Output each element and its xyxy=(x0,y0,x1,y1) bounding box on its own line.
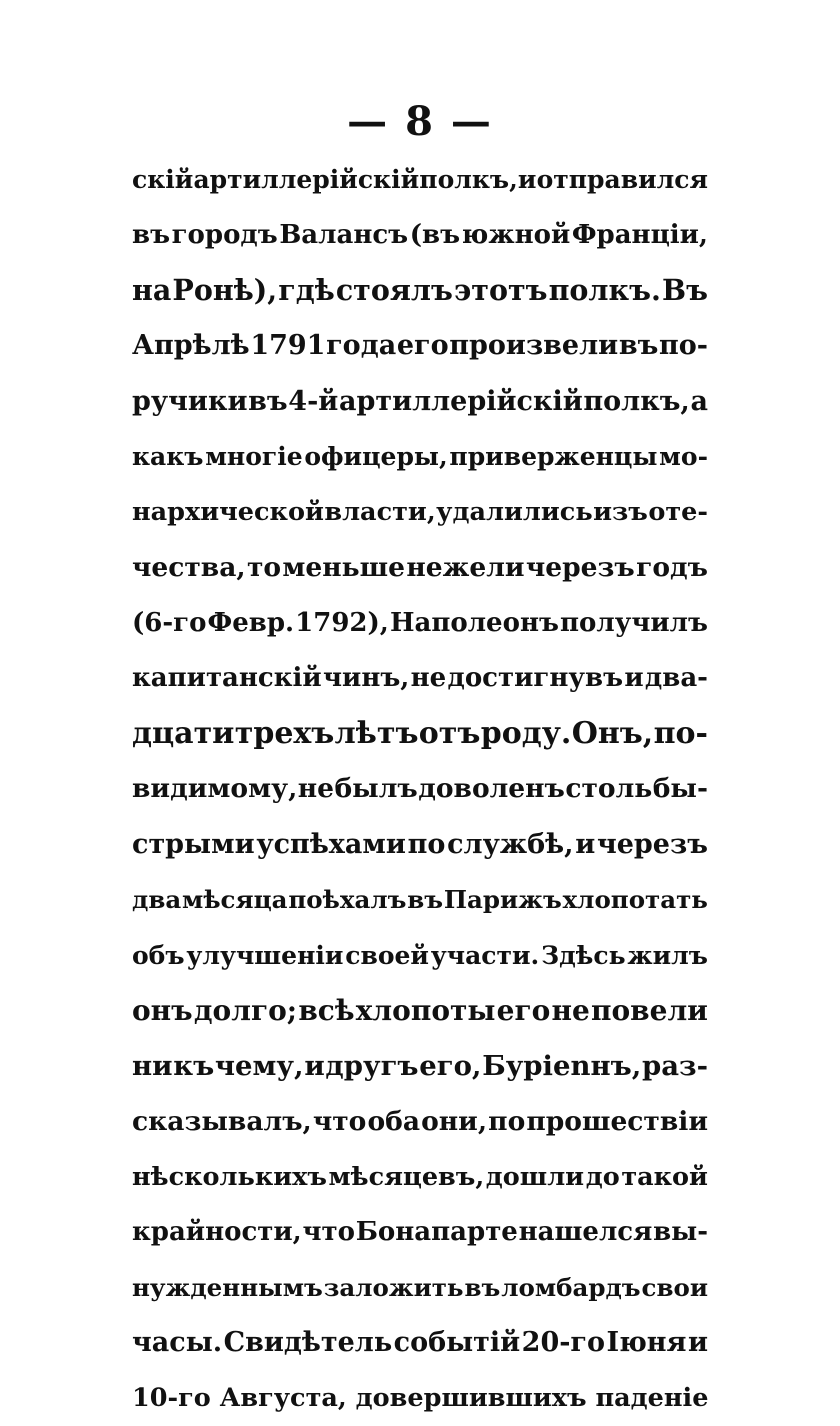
text-word: своей xyxy=(345,940,429,970)
text-word: доволенъ xyxy=(418,773,565,805)
text-word: прошествіи xyxy=(526,1105,708,1137)
text-word: оте- xyxy=(648,497,708,528)
text-word: Онъ, xyxy=(571,716,654,752)
text-word: повели xyxy=(591,994,708,1028)
text-word: по- xyxy=(659,330,708,362)
text-word: Апрѣлѣ xyxy=(132,330,250,362)
text-word: довершившихъ xyxy=(355,1383,587,1414)
text-word: раз- xyxy=(641,1049,708,1082)
text-word: часы. xyxy=(132,1327,223,1359)
text-word: въ xyxy=(248,385,288,417)
text-word: полкъ. xyxy=(548,273,661,308)
text-word: по xyxy=(407,828,446,860)
text-word: по xyxy=(488,1105,526,1137)
text-word: не xyxy=(410,663,447,694)
text-word: жилъ xyxy=(627,940,708,970)
text-line xyxy=(132,152,708,207)
text-word: Наполеонъ xyxy=(389,607,559,638)
text-word: и xyxy=(304,1049,325,1082)
text-word: Здѣсь xyxy=(541,940,626,970)
text-line xyxy=(132,263,708,318)
text-word: не xyxy=(297,773,335,805)
text-word: капитанскій xyxy=(132,663,322,694)
text-word: 20-го xyxy=(521,1327,605,1359)
text-word: а xyxy=(690,385,708,417)
text-word: Свидѣтель xyxy=(223,1327,393,1359)
text-word: мо- xyxy=(659,442,708,472)
text-word: полкъ, xyxy=(583,385,690,417)
body-text xyxy=(132,152,708,1426)
text-word: его, xyxy=(419,1049,482,1082)
text-word: сказывалъ, xyxy=(132,1105,312,1137)
text-line xyxy=(132,872,708,927)
text-word: 1792), xyxy=(295,607,389,638)
text-word: крайности, xyxy=(132,1217,302,1248)
text-word: бы- xyxy=(652,773,708,805)
text-word: столь xyxy=(565,773,653,805)
text-word: нежели xyxy=(406,551,525,583)
text-word: ручики xyxy=(132,385,248,417)
text-word: трехъ xyxy=(234,716,335,752)
text-line xyxy=(132,817,708,872)
text-word: всѣ xyxy=(298,994,355,1028)
text-word: чинъ, xyxy=(323,663,410,694)
text-word: нархической xyxy=(132,497,324,528)
text-word: что xyxy=(312,1105,367,1137)
text-word: городъ xyxy=(171,220,278,251)
text-word: видимому, xyxy=(132,773,298,805)
text-line xyxy=(132,706,708,761)
text-word: года xyxy=(326,330,397,362)
text-word: отъ xyxy=(418,716,481,752)
text-word: скій xyxy=(132,165,194,195)
text-line xyxy=(132,595,708,650)
text-line xyxy=(132,540,708,595)
text-word: Франціи, xyxy=(571,220,708,251)
text-word: въ xyxy=(132,220,171,251)
text-word: (въ xyxy=(409,220,461,251)
text-line xyxy=(132,761,708,816)
text-word: офицеры, xyxy=(304,442,448,472)
text-line xyxy=(132,318,708,373)
text-word: такой xyxy=(621,1161,708,1192)
text-word: Бурienнъ, xyxy=(482,1049,642,1082)
text-word: его xyxy=(396,330,449,362)
text-line xyxy=(132,1260,708,1315)
text-word: изъ xyxy=(593,497,648,528)
text-word: оба xyxy=(367,1105,420,1137)
text-word: (6-го xyxy=(132,607,207,638)
text-word: меньше xyxy=(282,551,405,583)
text-word: мѣсяцевъ, xyxy=(328,1161,485,1192)
text-word: его xyxy=(496,994,551,1028)
text-word: лѣтъ xyxy=(334,716,419,752)
text-word: этотъ xyxy=(453,273,548,308)
text-word: удалились xyxy=(436,497,593,528)
text-word: получилъ xyxy=(560,607,708,638)
text-word: поѣхалъ xyxy=(288,885,407,915)
text-word: Февр. xyxy=(207,607,295,638)
text-word: Бонапарте xyxy=(355,1217,518,1248)
text-word: приверженцы xyxy=(449,442,658,472)
text-word: участи. xyxy=(430,940,540,970)
text-word: артиллерійскій xyxy=(193,165,420,195)
text-word: достигнувъ xyxy=(447,663,624,694)
text-word: черезъ xyxy=(596,828,708,860)
text-word: въ xyxy=(407,885,444,915)
text-line xyxy=(132,1315,708,1370)
text-word: дцати xyxy=(132,716,235,752)
text-word: стоялъ xyxy=(335,273,453,308)
text-word: паденіе xyxy=(595,1383,708,1414)
text-word: и xyxy=(575,828,596,860)
text-word: черезъ xyxy=(525,551,635,583)
text-word: улучшеніи xyxy=(186,940,344,970)
text-word: чества, xyxy=(132,551,246,583)
text-word: событій xyxy=(393,1327,521,1359)
text-word: въ xyxy=(464,1273,501,1302)
text-word: по- xyxy=(653,716,708,752)
text-word: нашелся xyxy=(518,1217,653,1248)
text-word: и xyxy=(624,663,644,694)
text-word: произвели xyxy=(449,330,619,362)
text-line xyxy=(132,374,708,429)
text-word: артиллерійскій xyxy=(338,385,583,417)
text-word: нѣсколькихъ xyxy=(132,1161,327,1192)
text-word: ломбардъ xyxy=(501,1273,641,1302)
text-word: два- xyxy=(644,663,708,694)
text-word: полкъ, xyxy=(419,165,518,195)
text-line xyxy=(132,651,708,706)
text-word: чему, xyxy=(214,1049,304,1082)
text-word: они, xyxy=(421,1105,488,1137)
text-word: долго; xyxy=(193,994,298,1028)
text-word: до xyxy=(585,1161,620,1192)
text-word: успѣхами xyxy=(256,828,406,860)
text-line xyxy=(132,1038,708,1093)
text-word: то xyxy=(246,551,282,583)
text-word: годъ xyxy=(636,551,708,583)
text-word: Парижъ xyxy=(443,885,562,915)
text-line xyxy=(132,1094,708,1149)
text-word: службѣ, xyxy=(447,828,574,860)
text-word: какъ xyxy=(132,442,204,472)
text-word: на xyxy=(132,273,172,308)
text-word: гдѣ xyxy=(278,273,335,308)
text-line xyxy=(132,983,708,1038)
text-word: Іюня xyxy=(606,1327,687,1359)
text-word: Въ xyxy=(661,273,708,308)
text-word: другъ xyxy=(325,1049,419,1082)
text-line xyxy=(132,207,708,262)
text-line xyxy=(132,429,708,484)
text-word: мѣсяца xyxy=(182,885,288,915)
text-word: къ xyxy=(173,1049,215,1082)
text-word: нужденнымъ xyxy=(132,1273,323,1302)
text-word: и xyxy=(517,165,537,195)
text-word: свои xyxy=(641,1273,708,1302)
text-line xyxy=(132,484,708,539)
text-word: и xyxy=(687,1327,708,1359)
text-word: хлопотать xyxy=(562,885,708,915)
text-line xyxy=(132,1149,708,1204)
text-word: многіе xyxy=(205,442,303,472)
text-word: 4-й xyxy=(288,385,339,417)
text-word: 1791 xyxy=(250,330,326,362)
text-word: Ронѣ), xyxy=(172,273,278,308)
text-line xyxy=(132,927,708,982)
text-word: южной xyxy=(461,220,571,251)
text-word: заложить xyxy=(323,1273,464,1302)
text-word: ни xyxy=(132,1049,173,1082)
text-word: отправился xyxy=(536,165,708,195)
text-word: въ xyxy=(618,330,659,362)
page-number: — 8 — xyxy=(347,98,493,145)
text-word: Августа, xyxy=(219,1383,347,1414)
text-word: онъ xyxy=(132,994,193,1028)
text-word: Валансъ xyxy=(279,220,409,251)
text-word: дошли xyxy=(485,1161,585,1192)
text-word: два xyxy=(132,885,182,915)
text-word: власти, xyxy=(324,497,436,528)
text-word: стрыми xyxy=(132,828,255,860)
text-word: вы- xyxy=(653,1217,708,1248)
text-word: 10-го xyxy=(132,1383,211,1414)
text-word: хлопоты xyxy=(355,994,496,1028)
text-word: былъ xyxy=(334,773,418,805)
text-line xyxy=(132,1204,708,1259)
text-word: роду. xyxy=(480,716,572,752)
text-line xyxy=(132,1371,708,1426)
text-word: что xyxy=(302,1217,355,1248)
text-word: объ xyxy=(132,940,185,970)
text-word: не xyxy=(551,994,590,1028)
